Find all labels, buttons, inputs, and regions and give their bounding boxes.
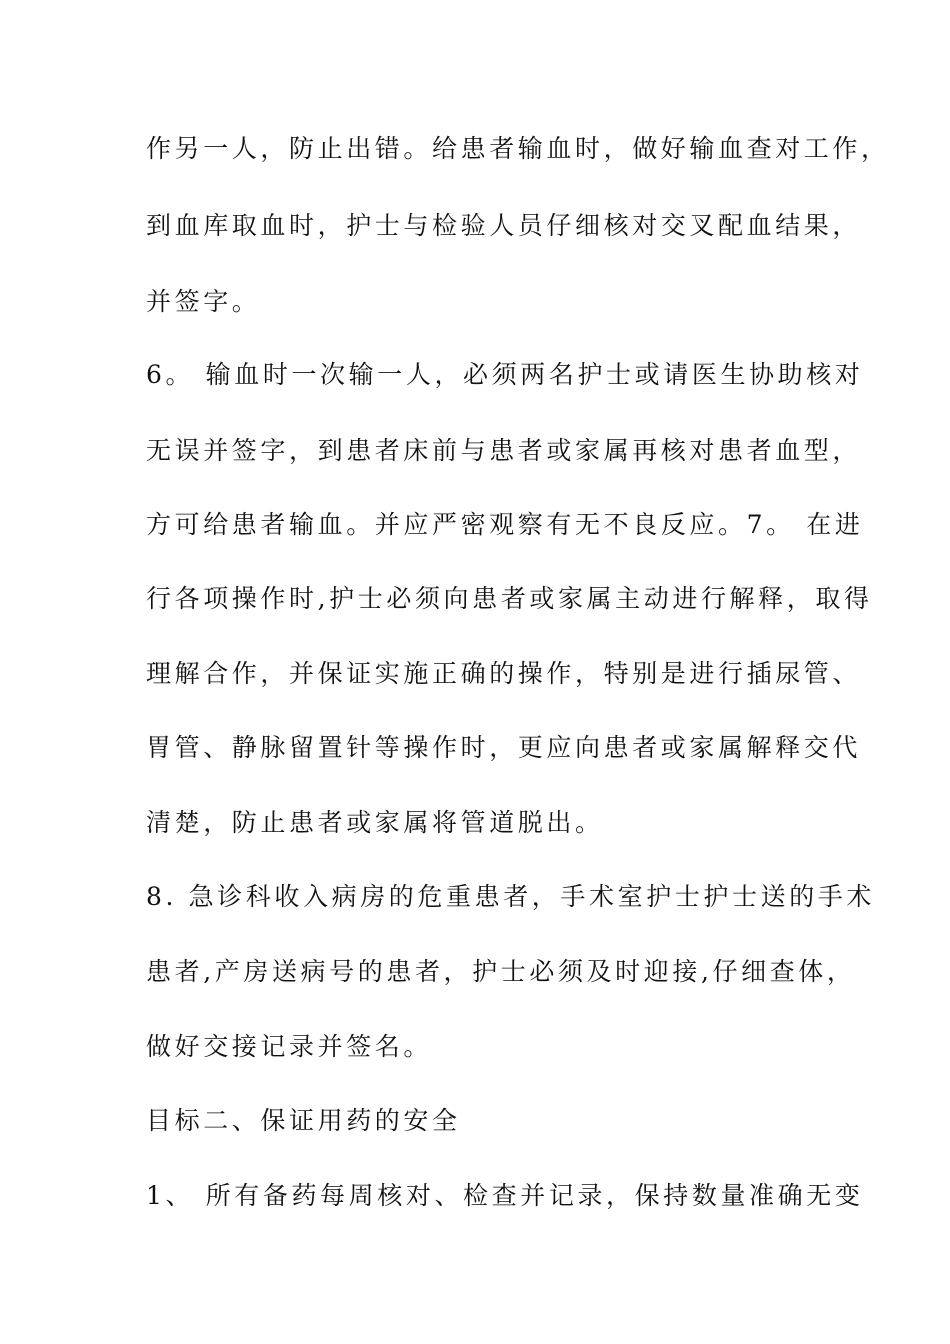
- text-line: 患者,产房送病号的患者，护士必须及时迎接,仔细查体，: [146, 957, 856, 986]
- text-line: 6。 输血时一次输一人，必须两名护士或请医生协助核对: [146, 360, 864, 389]
- text-line: 作另一人，防止出错。给患者输血时，做好输血查对工作，: [146, 134, 890, 163]
- text-line: 1、 所有备药每周核对、检查并记录，保持数量准确无变: [146, 1181, 864, 1210]
- text-line: 8. 急诊科收入病房的危重患者，手术室护士护士送的手术: [146, 882, 876, 911]
- text-line: 清楚，防止患者或家属将管道脱出。: [146, 808, 604, 837]
- text-line: 无误并签字，到患者床前与患者或家属再核对患者血型，: [146, 436, 862, 465]
- text-line: 行各项操作时,护士必须向患者或家属主动进行解释，取得: [146, 584, 873, 613]
- section-heading: 目标二、保证用药的安全: [146, 1106, 461, 1135]
- text-line: 做好交接记录并签名。: [146, 1032, 433, 1061]
- text-line: 并签字。: [146, 287, 261, 316]
- text-line: 胃管、静脉留置针等操作时，更应向患者或家属解释交代: [146, 733, 862, 762]
- text-line: 方可给患者输血。并应严密观察有无不良反应。7。 在进: [146, 510, 864, 539]
- text-line: 理解合作，并保证实施正确的操作，特别是进行插尿管、: [146, 659, 862, 688]
- text-line: 到血库取血时，护士与检验人员仔细核对交叉配血结果，: [146, 211, 862, 240]
